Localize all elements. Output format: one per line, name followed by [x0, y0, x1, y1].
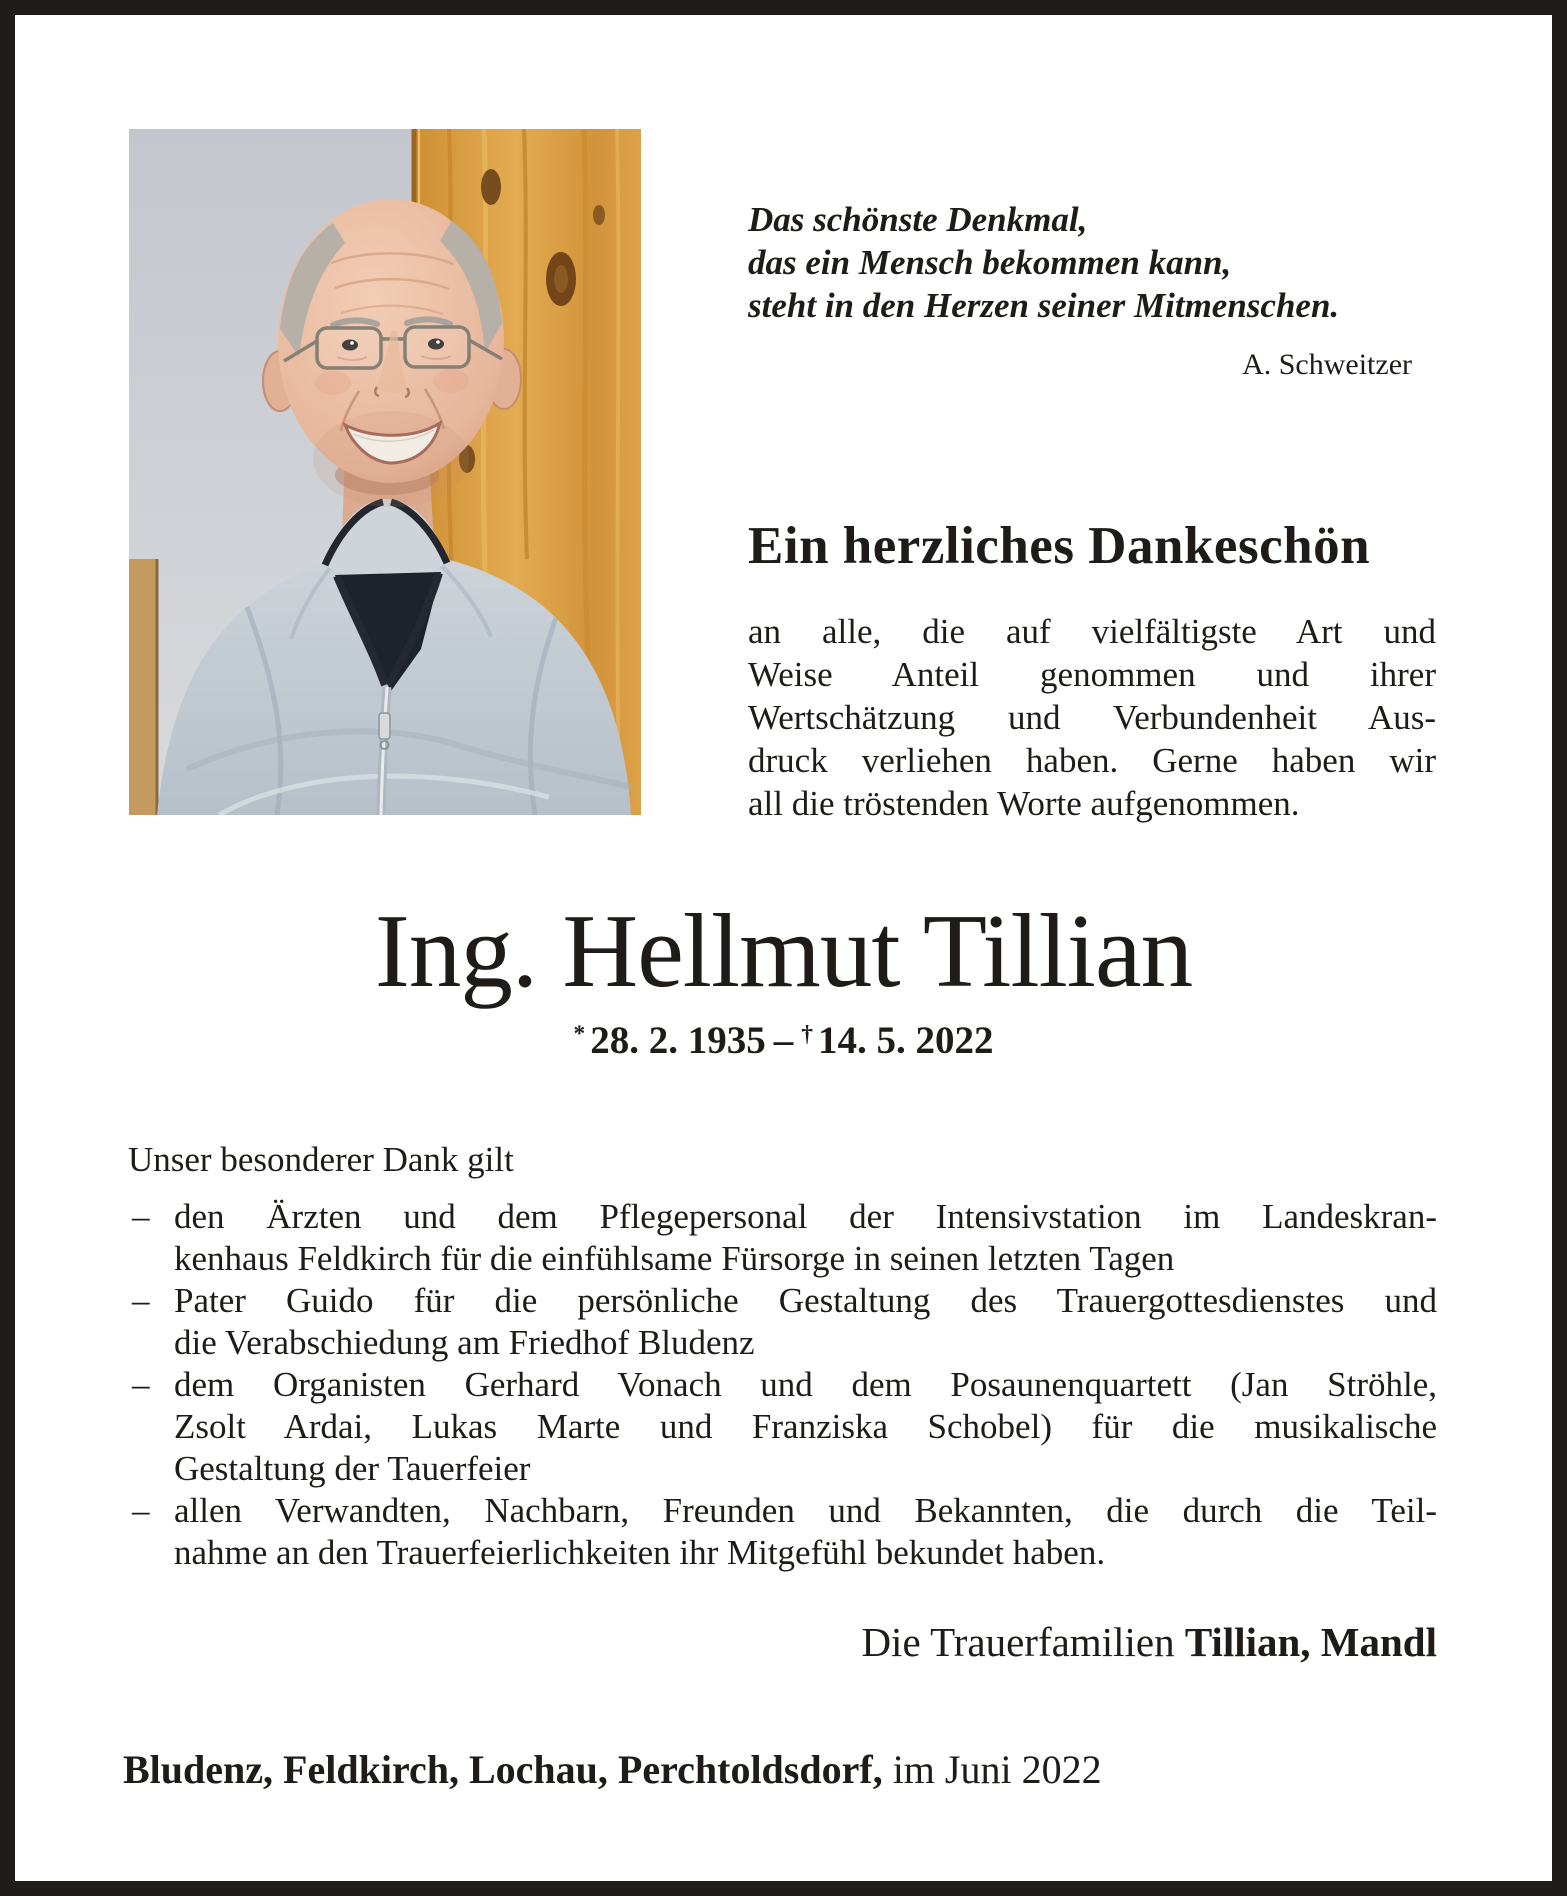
thanks-heading: Ein herzliches Dankeschön	[748, 517, 1371, 575]
thanks-line: all die tröstenden Worte aufgenommen.	[748, 784, 1300, 823]
acknowledgement-text: allen Verwandten, Nachbarn, Freunden und Bekannten, die durch die Teil-	[174, 1491, 1437, 1530]
acknowledgement-text: kenhaus Feldkirch für die einfühlsame Fürsorge in seinen letzten Tagen	[174, 1239, 1175, 1278]
quote-line: Das schönste Denkmal,	[748, 200, 1088, 239]
list-dash: –	[132, 1197, 150, 1236]
acknowledgement-line	[128, 1406, 1437, 1448]
birth-symbol: *	[573, 1021, 586, 1048]
thanks-line: Wertschätzung und Verbundenheit Aus-	[748, 698, 1436, 737]
acknowledgement-text: die Verabschiedung am Friedhof Bludenz	[174, 1323, 755, 1362]
acknowledgements-list	[128, 1196, 1437, 1574]
acknowledgement-text: den Ärzten und dem Pflegepersonal der Intensivstation im Landeskran-	[174, 1197, 1437, 1236]
acknowledgement-line	[128, 1322, 1437, 1364]
acknowledgement-line	[128, 1364, 1437, 1406]
acknowledgement-line	[128, 1490, 1437, 1532]
acknowledgement-text: nahme an den Trauerfeierlichkeiten ihr Mitgefühl bekundet haben.	[174, 1533, 1106, 1572]
memorial-quote	[748, 198, 1416, 327]
life-dates	[0, 1018, 1567, 1063]
thanks-line: druck verliehen haben. Gerne haben wir	[748, 741, 1436, 780]
acknowledgement-text: Pater Guido für die persönliche Gestaltung des Trauergottesdienstes und	[174, 1281, 1437, 1320]
acknowledgement-line	[128, 1448, 1437, 1490]
closing-prefix: Die Trauerfamilien	[861, 1619, 1175, 1665]
list-dash: –	[132, 1491, 150, 1530]
date-separator: –	[773, 1019, 794, 1062]
acknowledgement-line	[128, 1196, 1437, 1238]
portrait-photo	[129, 129, 641, 815]
thanks-paragraph	[748, 610, 1436, 825]
list-dash: –	[132, 1281, 150, 1320]
acknowledgement-text: dem Organisten Gerhard Vonach und dem Posaunenquartett (Jan Ströhle,	[174, 1365, 1437, 1404]
footer-line	[123, 1746, 1102, 1793]
death-symbol: †	[801, 1021, 813, 1048]
thanks-line: an alle, die auf vielfältigste Art und	[748, 612, 1436, 651]
cabinet	[129, 559, 157, 815]
deceased-name: Ing. Hellmut Tillian	[374, 892, 1193, 1009]
footer-date: im Juni 2022	[892, 1747, 1102, 1792]
quote-line: das ein Mensch bekommen kann,	[748, 243, 1232, 282]
quote-attribution: A. Schweitzer	[1242, 348, 1412, 381]
acknowledgement-line	[128, 1280, 1437, 1322]
thanks-line: Weise Anteil genommen und ihrer	[748, 655, 1436, 694]
birth-date: 28. 2. 1935	[590, 1019, 766, 1062]
list-dash: –	[132, 1365, 150, 1404]
death-date: 14. 5. 2022	[817, 1019, 994, 1062]
closing-families: Tillian, Mandl	[1184, 1619, 1437, 1665]
acknowledgement-text: Zsolt Ardai, Lukas Marte und Franziska Schobel) für die musikalische	[174, 1407, 1437, 1446]
acknowledgements-intro: Unser besonderer Dank gilt	[128, 1140, 514, 1179]
quote-line: steht in den Herzen seiner Mitmenschen.	[748, 286, 1340, 325]
footer-places: Bludenz, Feldkirch, Lochau, Perchtoldsdorf,	[123, 1747, 883, 1792]
acknowledgement-line	[128, 1532, 1437, 1574]
acknowledgement-text: Gestaltung der Tauerfeier	[174, 1449, 531, 1488]
acknowledgement-line	[128, 1238, 1437, 1280]
closing-line	[861, 1618, 1437, 1666]
